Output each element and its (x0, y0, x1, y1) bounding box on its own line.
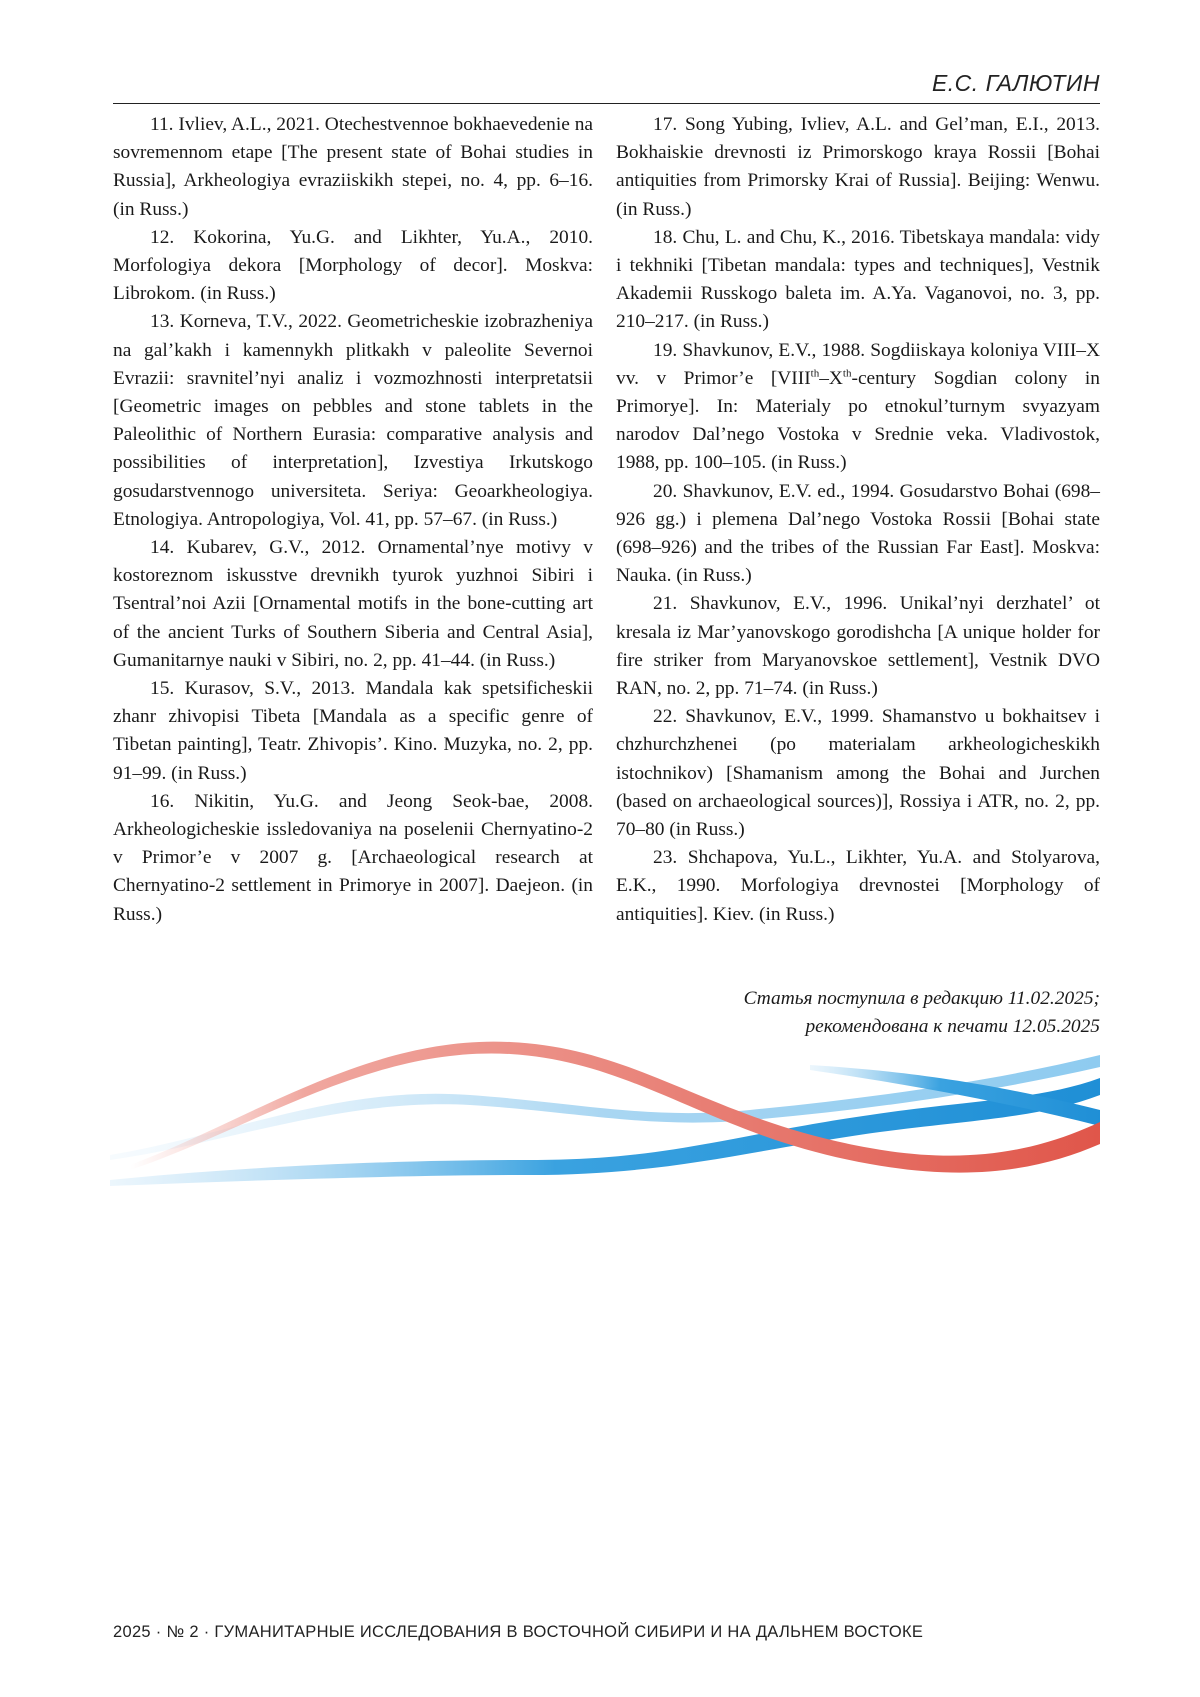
reference-19-superscript-1: th (810, 367, 820, 380)
reference-11: 11. Ivliev, A.L., 2021. Otechestvennoe bokhaevedenie na sovremennom etape [The present state of Bohai studies in Russia], Arkheologiya evraziiskikh stepei, no. 4, pp. 6–16. (in Russ.) (113, 114, 593, 220)
received-date: Статья поступила в редакцию 11.02.2025; (743, 988, 1100, 1009)
reference-21: 21. Shavkunov, E.V., 1996. Unikal’nyi derzhatel’ ot kresala iz Mar’yanovskogo gorodishcha [A unique holder for fire striker from Maryanovskoe settlement], Vestnik DVO RAN, no. 2, pp. 71–74. (in Russ.) (616, 593, 1100, 700)
reference-19 (616, 337, 1100, 478)
reference-19-part-b: –X (819, 367, 843, 389)
reference-13: 13. Korneva, T.V., 2022. Geometricheskie izobrazheniya na gal’kakh i kamennykh plitkakh v paleolite Severnoi Evrazii: sravnitel’nyi analiz i vozmozhnosti interpretatsii [Geometric images on pebbles and stone tablets in the Paleolithic of Northern Eurasia: comparative analysis and possibilities of interpretation], Izvestiya Irkutskogo gosudarstvennogo universiteta. Seriya: Geoarkheologiya. Etnologiya. Antropologiya, Vol. 41, pp. 57–67. (in Russ.) (113, 311, 593, 530)
references-right-column (616, 111, 1100, 929)
running-header-author: Е.С. ГАЛЮТИН (931, 70, 1100, 96)
received-note (744, 985, 1100, 1041)
reference-18: 18. Chu, L. and Chu, K., 2016. Tibetskaya mandala: vidy i tekhniki [Tibetan mandala: types and techniques], Vestnik Akademii Russkogo baleta im. A.Ya. Vaganovoi, no. 3, pp. 210–217. (in Russ.) (616, 226, 1100, 333)
reference-19-part-c: -century Sogdian colony in Primorye]. In: Materialy po etnokul’turnym svyazyam narodov Dal’nego Vostoka v Srednie veka. Vladivostok, 1988, pp. 100–105. (in Russ.) (616, 367, 1100, 474)
reference-16: 16. Nikitin, Yu.G. and Jeong Seok-bae, 2008. Arkheologicheskie issledovaniya na poselenii Chernyatino-2 v Primor’e v 2007 g. [Archaeological research at Chernyatino-2 settlement in Primorye in 2007]. Daejeon. (in Russ.) (113, 790, 593, 925)
reference-19-part-a: 19. Shavkunov, E.V., 1988. Sogdiiskaya koloniya VIII–X vv. v Primor’e [VIII (616, 339, 1100, 389)
header-rule (113, 103, 1100, 104)
journal-footer: 2025 · № 2 · ГУМАНИТАРНЫЕ ИССЛЕДОВАНИЯ В ВОСТОЧНОЙ СИБИРИ И НА ДАЛЬНЕМ ВОСТОКЕ (113, 1623, 924, 1641)
reference-22: 22. Shavkunov, E.V., 1999. Shamanstvo u bokhaitsev i chzhurchzhenei (po materialam arkheologicheskikh istochnikov) [Shamanism among the Bohai and Jurchen (based on archaeological sources)], Rossiya i ATR, no. 2, pp. 70–80 (in Russ.) (616, 706, 1100, 841)
reference-12: 12. Kokorina, Yu.G. and Likhter, Yu.A., 2010. Morfologiya dekora [Morphology of decor]. Moskva: Librokom. (in Russ.) (113, 226, 593, 305)
decorative-waves-graphic (110, 1040, 1100, 1200)
reference-19-superscript-2: th (842, 367, 852, 380)
reference-20: 20. Shavkunov, E.V. ed., 1994. Gosudarstvo Bohai (698–926 gg.) i plemena Dal’nego Vostoka Rossii [Bohai state (698–926) and the tribes of the Russian Far East]. Moskva: Nauka. (in Russ.) (616, 480, 1100, 587)
reference-15: 15. Kurasov, S.V., 2013. Mandala kak spetsificheskii zhanr zhivopisi Tibeta [Mandala as a specific genre of Tibetan painting], Teatr. Zhivopis’. Kino. Muzyka, no. 2, pp. 91–99. (in Russ.) (113, 678, 593, 784)
recommended-date: рекомендована к печати 12.05.2025 (805, 1016, 1100, 1038)
reference-14: 14. Kubarev, G.V., 2012. Ornamental’nye motivy v kostoreznom iskusstve drevnikh tyurok yuzhnoi Sibiri i Tsentral’noi Azii [Ornamental motifs in the bone-cutting art of the ancient Turks of Southern Siberia and Central Asia], Gumanitarnye nauki v Sibiri, no. 2, pp. 41–44. (in Russ.) (113, 537, 593, 671)
reference-23: 23. Shchapova, Yu.L., Likhter, Yu.A. and Stolyarova, E.K., 1990. Morfologiya drevnostei [Morphology of antiquities]. Kiev. (in Russ.) (616, 847, 1100, 925)
references-left-column (113, 111, 593, 929)
reference-17: 17. Song Yubing, Ivliev, A.L. and Gel’man, E.I., 2013. Bokhaiskie drevnosti iz Primorskogo kraya Rossii [Bohai antiquities from Primorsky Krai of Russia]. Beijing: Wenwu. (in Russ.) (616, 114, 1100, 220)
